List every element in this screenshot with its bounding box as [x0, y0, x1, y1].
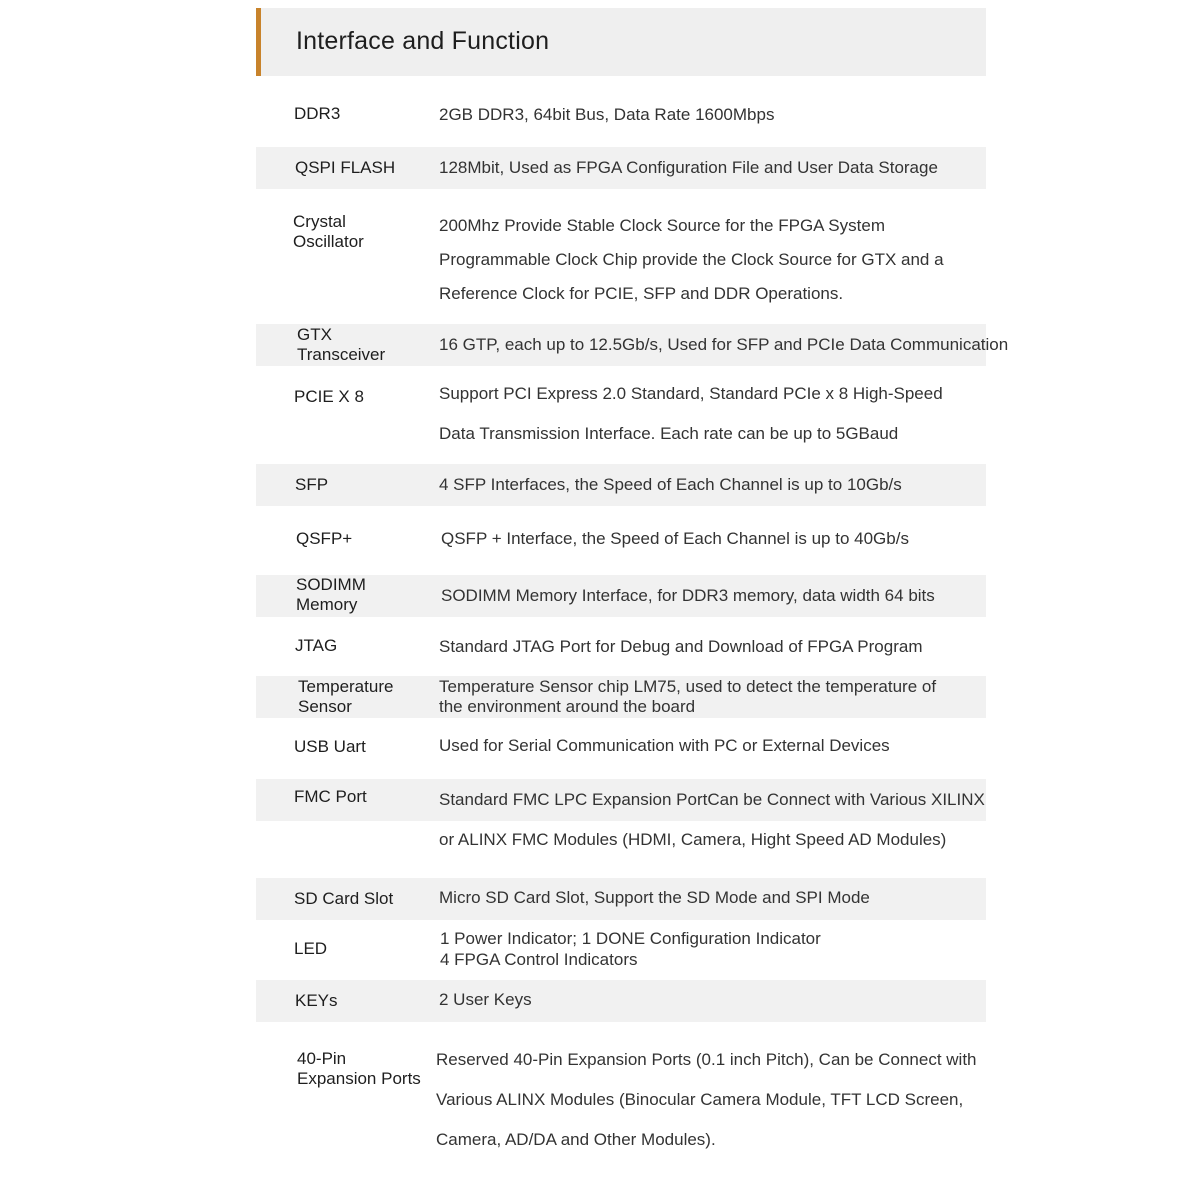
- spec-description: [439, 158, 938, 178]
- spec-description-line: Used for Serial Communication with PC or External Devices: [439, 736, 890, 755]
- spec-label: [297, 1049, 421, 1089]
- spec-description-line: or ALINX FMC Modules (HDMI, Camera, Hight Speed AD Modules): [439, 830, 947, 849]
- spec-label: PCIE X 8: [294, 387, 364, 406]
- spec-description-line: 2GB DDR3, 64bit Bus, Data Rate 1600Mbps: [439, 105, 775, 124]
- spec-label: QSPI FLASH: [295, 158, 396, 177]
- spec-label: QSFP+: [296, 529, 353, 548]
- spec-description-line: 128Mbit, Used as FPGA Configuration File and User Data Storage: [439, 158, 938, 177]
- spec-label-line: Memory: [296, 595, 358, 614]
- spec-description: [436, 1040, 977, 1160]
- spec-label: [297, 325, 385, 365]
- spec-description-line: Standard JTAG Port for Debug and Download of FPGA Program: [439, 637, 923, 656]
- spec-description: [439, 637, 922, 657]
- spec-label-line: Oscillator: [293, 232, 364, 251]
- spec-description-line: SODIMM Memory Interface, for DDR3 memory, data width 64 bits: [441, 586, 935, 605]
- spec-label-line: 40-Pin: [297, 1049, 347, 1068]
- spec-description: [440, 928, 821, 970]
- spec-label: FMC Port: [294, 787, 367, 806]
- spec-description: [439, 736, 890, 756]
- spec-description: [439, 105, 774, 125]
- spec-label: SFP: [295, 475, 329, 494]
- spec-description-line: Reference Clock for PCIE, SFP and DDR Operations.: [439, 284, 844, 303]
- spec-description-line: QSFP + Interface, the Speed of Each Channel is up to 40Gb/s: [441, 529, 909, 548]
- header-accent-bar: [256, 8, 261, 76]
- spec-description: [439, 990, 532, 1010]
- spec-label: [293, 212, 364, 252]
- spec-description-line: Support PCI Express 2.0 Standard, Standard PCIe x 8 High-Speed: [439, 384, 943, 403]
- spec-label-line: SODIMM: [296, 575, 366, 594]
- spec-label: KEYs: [295, 991, 338, 1010]
- spec-label-line: Expansion Ports: [297, 1069, 421, 1088]
- spec-description-line: Standard FMC LPC Expansion PortCan be Connect with Various XILINX: [439, 790, 985, 809]
- spec-description: [441, 586, 935, 606]
- section-header: [256, 8, 986, 76]
- spec-description: [439, 475, 902, 495]
- spec-description-line: Reserved 40-Pin Expansion Ports (0.1 inch Pitch), Can be Connect with: [436, 1050, 977, 1069]
- spec-description: [439, 888, 870, 908]
- spec-label: USB Uart: [294, 737, 366, 756]
- spec-label-line: Sensor: [298, 697, 352, 716]
- spec-description-line: Temperature Sensor chip LM75, used to detect the temperature of: [439, 677, 937, 696]
- spec-description-line: the environment around the board: [439, 697, 696, 716]
- spec-description-line: Micro SD Card Slot, Support the SD Mode and SPI Mode: [439, 888, 870, 907]
- spec-description-line: 2 User Keys: [439, 990, 532, 1009]
- spec-description: [439, 677, 936, 717]
- spec-description: [439, 335, 1008, 355]
- row-band: [256, 980, 986, 1022]
- spec-label: SD Card Slot: [294, 889, 394, 908]
- spec-description-line: 4 FPGA Control Indicators: [440, 950, 638, 969]
- spec-description-line: Camera, AD/DA and Other Modules).: [436, 1130, 716, 1149]
- spec-description: [441, 529, 909, 549]
- spec-label: [298, 677, 393, 717]
- spec-description-line: Programmable Clock Chip provide the Clock Source for GTX and a: [439, 250, 944, 269]
- spec-label-line: GTX: [297, 325, 332, 344]
- spec-description-line: 4 SFP Interfaces, the Speed of Each Channel is up to 10Gb/s: [439, 475, 902, 494]
- spec-label-line: Crystal: [293, 212, 346, 231]
- spec-label-line: Temperature: [298, 677, 394, 696]
- spec-description: [439, 374, 943, 454]
- spec-description-line: 1 Power Indicator; 1 DONE Configuration Indicator: [440, 929, 821, 948]
- spec-label: JTAG: [295, 636, 338, 655]
- spec-description: [439, 780, 985, 860]
- spec-label: DDR3: [294, 104, 341, 123]
- section-title: Interface and Function: [296, 27, 550, 55]
- spec-description-line: 200Mhz Provide Stable Clock Source for the FPGA System: [439, 216, 885, 235]
- spec-label: [296, 575, 366, 615]
- spec-description-line: 16 GTP, each up to 12.5Gb/s, Used for SFP and PCIe Data Communication: [439, 335, 1009, 354]
- spec-label: LED: [294, 939, 328, 958]
- spec-description-line: Data Transmission Interface. Each rate can be up to 5GBaud: [439, 424, 899, 443]
- spec-description: [439, 209, 944, 311]
- spec-description-line: Various ALINX Modules (Binocular Camera Module, TFT LCD Screen,: [436, 1090, 964, 1109]
- spec-label-line: Transceiver: [297, 345, 386, 364]
